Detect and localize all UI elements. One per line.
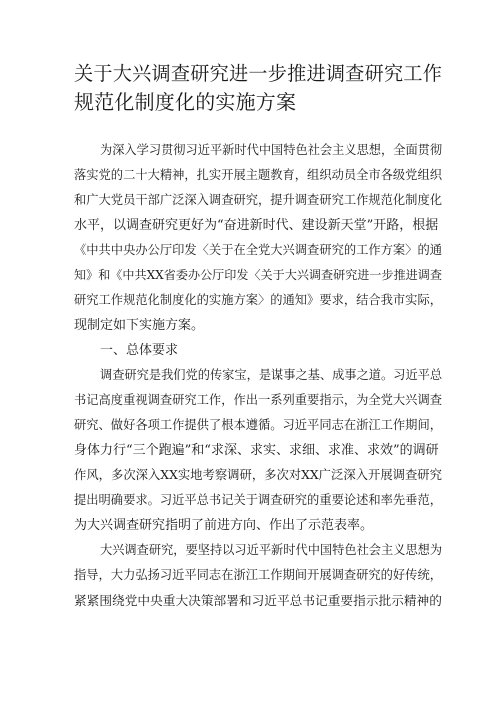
paragraph-intro: [74, 138, 444, 338]
paragraph-line: 和广大党员干部广泛深入调查研究，提升调查研究工作规范化制度化: [74, 193, 442, 207]
paragraph-line: 落实党的二十大精神，扎实开展主题教育，组织动员全市各级党组织: [74, 168, 442, 182]
paragraph-line: 现制定如下实施方案。: [74, 318, 205, 333]
paragraph-line: 作风，多次深入XX实地考察调研，多次对XX广泛深入开展调查研究: [74, 468, 442, 482]
paragraph-line: 研究、做好各项工作提供了根本遵循。习近平同志在浙江工作期间，: [74, 418, 442, 432]
document-title: [74, 60, 444, 116]
paragraph-line: 水平，以调查研究更好为“奋进新时代、建设新天堂”开路，根据: [74, 218, 439, 233]
paragraph-line: 紧紧围绕党中央重大决策部署和习近平总书记重要指示批示精神的: [74, 593, 442, 608]
paragraph-line: 研究工作规范化制度化的实施方案〉的通知》要求，结合我市实际，: [74, 293, 442, 307]
paragraph-line: 提出明确要求。习近平总书记关于调查研究的重要论述和率先垂范，: [74, 493, 442, 507]
paragraph-line: 指导，大力弘扬习近平同志在浙江工作期间开展调查研究的好传统，: [74, 568, 442, 582]
paragraph-line: 调查研究是我们党的传家宝，是谋事之基、成事之道。习近平总: [100, 368, 443, 382]
paragraph-line: 身体力行“三个跑遍”和“求深、求实、求细、求准、求效”的调研: [74, 443, 439, 458]
paragraph-line: 为大兴调查研究指明了前进方向、作出了示范表率。: [74, 518, 374, 533]
paragraph-line: 为深入学习贯彻习近平新时代中国特色社会主义思想，全面贯彻: [100, 143, 443, 157]
document-body: [74, 138, 444, 613]
section-heading: 一、总体要求: [100, 343, 179, 358]
paragraph-general-requirements: [74, 363, 444, 538]
paragraph-line: 《中共中央办公厅印发〈关于在全党大兴调查研究的工作方案〉的通: [74, 243, 442, 257]
title-line: 规范化制度化的实施方案: [74, 90, 297, 114]
paragraph-research-guidance: [74, 538, 444, 613]
paragraph-line: 书记高度重视调查研究工作，作出一系列重要指示，为全党大兴调查: [74, 393, 442, 407]
title-line: 关于大兴调查研究进一步推进调查研究工作: [74, 62, 443, 85]
paragraph-line: 大兴调查研究，要坚持以习近平新时代中国特色社会主义思想为: [100, 543, 443, 557]
paragraph-line: 知》和《中共XX省委办公厅印发〈关于大兴调查研究进一步推进调查: [74, 268, 442, 282]
